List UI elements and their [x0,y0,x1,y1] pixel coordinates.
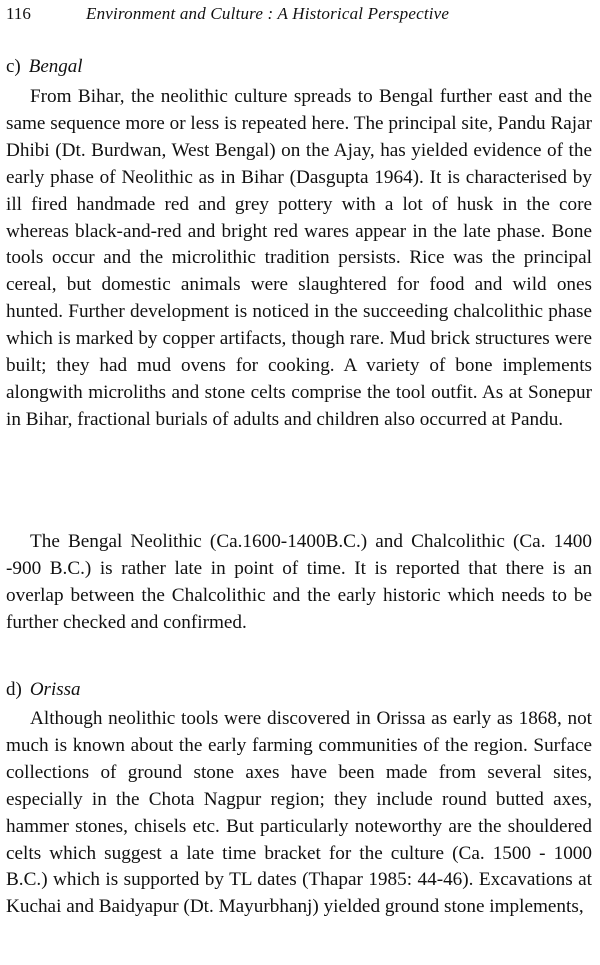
paragraph-bengal-1: From Bihar, the neolithic culture spreads to Bengal further east and the same sequence more or less is repeated here. The principal site, Pandu Rajar Dhibi (Dt. Burdwan, West Bengal) on the Ajay, has yielded evidence of the early phase of Neolithic as in Bihar (Dasgupta 1964). It is characterised by ill fired handmade red and grey pottery with a lot of husk in the core whereas black-and-red and bright red wares appear in the late phase. Bone tools occur and the microlithic tradition persists. Rice was the principal cereal, but domestic animals were slaughtered for food and wild ones hunted. Further development is noticed in the succeeding chalcolithic phase which is marked by copper artifacts, though rare. Mud brick structures were built; they had mud ovens for cooking. A variety of bone implements alongwith microliths and stone celts comprise the tool outfit. As at Sonepur in Bihar, fractional burials of adults and children also occurred at Pandu. [6,86,592,430]
section-label: c) [6,56,21,77]
paragraph-bengal-2: The Bengal Neolithic (Ca.1600-1400B.C.) and Chalcolithic (Ca. 1400 -900 B.C.) is rather late in point of time. It is reported that there is an overlap between the Chalcolithic and the early historic which needs to be further checked and confirmed. [6,531,592,633]
section-heading-bengal [6,54,83,80]
section-name: Orissa [29,679,81,700]
section-heading-orissa [6,677,81,703]
section-name: Bengal [28,56,83,77]
page-number: 116 [6,4,31,23]
section-label: d) [6,679,22,700]
paragraph-orissa-1: Although neolithic tools were discovered in Orissa as early as 1868, not much is known about the early farming communities of the region. Surface collections of ground stone axes have been made from several sites, especially in the Chota Nagpur region; they include round butted axes, hammer stones, chisels etc. But particularly noteworthy are the shouldered celts which suggest a late time bracket for the culture (Ca. 1500 - 1000 B.C.) which is supported by TL dates (Thapar 1985: 44-46). Excavations at Kuchai and Baidyapur (Dt. Mayurbhanj) yielded ground stone implements, [6,708,592,918]
running-head [6,2,590,26]
book-title: Environment and Culture : A Historical Perspective [86,4,450,23]
